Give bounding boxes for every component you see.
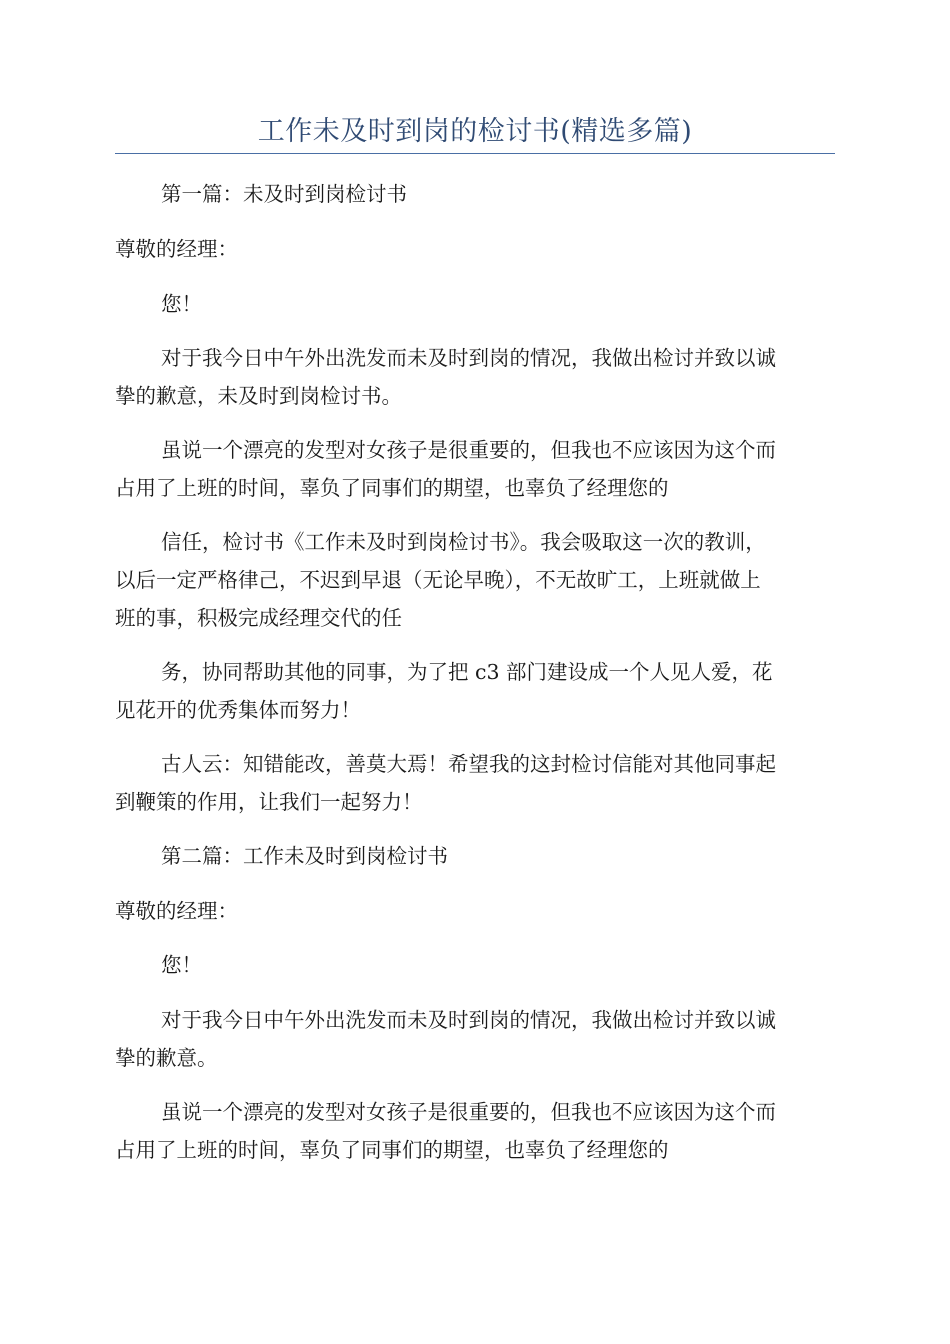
text-line: 虽说一个漂亮的发型对女孩子是很重要的，但我也不应该因为这个而 [161, 1100, 776, 1124]
title-underline [115, 153, 835, 154]
paragraph-body [115, 745, 835, 821]
paragraph-body [115, 431, 835, 507]
text-line: 对于我今日中午外出洗发而未及时到岗的情况，我做出检讨并致以诚 [161, 1008, 776, 1032]
paragraph-body [115, 523, 835, 637]
text-line: 务，协同帮助其他的同事，为了把 c3 部门建设成一个人见人爱，花 [161, 660, 773, 684]
paragraph-body [115, 1093, 835, 1169]
text-line: 信任，检讨书《工作未及时到岗检讨书》。我会吸取这一次的教训， [161, 530, 766, 554]
paragraph-greeting [115, 285, 835, 323]
text-line: 第一篇：未及时到岗检讨书 [161, 182, 407, 206]
text-line: 以后一定严格律己，不迟到早退（无论早晚），不无故旷工，上班就做上 [115, 568, 761, 592]
text-line: 班的事，积极完成经理交代的任 [115, 606, 402, 630]
text-line: 尊敬的经理： [115, 237, 238, 261]
document-title: 工作未及时到岗的检讨书(精选多篇) [257, 116, 693, 147]
paragraph-section-heading [115, 837, 835, 875]
text-line: 见花开的优秀集体而努力！ [115, 698, 361, 722]
paragraph-greeting [115, 946, 835, 984]
text-line: 虽说一个漂亮的发型对女孩子是很重要的，但我也不应该因为这个而 [161, 438, 776, 462]
text-line: 尊敬的经理： [115, 899, 238, 923]
text-line: 挚的歉意，未及时到岗检讨书。 [115, 384, 402, 408]
text-line: 古人云：知错能改，善莫大焉！希望我的这封检讨信能对其他同事起 [161, 752, 776, 776]
text-line: 对于我今日中午外出洗发而未及时到岗的情况，我做出检讨并致以诚 [161, 346, 776, 370]
text-line: 占用了上班的时间，辜负了同事们的期望，也辜负了经理您的 [115, 1138, 669, 1162]
text-line: 您！ [161, 292, 202, 316]
text-line: 您！ [161, 953, 202, 977]
text-line: 挚的歉意。 [115, 1046, 218, 1070]
paragraph-salutation [115, 892, 835, 930]
paragraph-body [115, 653, 835, 729]
text-line: 第二篇：工作未及时到岗检讨书 [161, 844, 448, 868]
text-line: 占用了上班的时间，辜负了同事们的期望，也辜负了经理您的 [115, 476, 669, 500]
paragraph-section-heading [115, 175, 835, 213]
paragraph-salutation [115, 230, 835, 268]
paragraph-body [115, 1001, 835, 1077]
paragraph-body [115, 339, 835, 415]
text-line: 到鞭策的作用，让我们一起努力！ [115, 790, 423, 814]
